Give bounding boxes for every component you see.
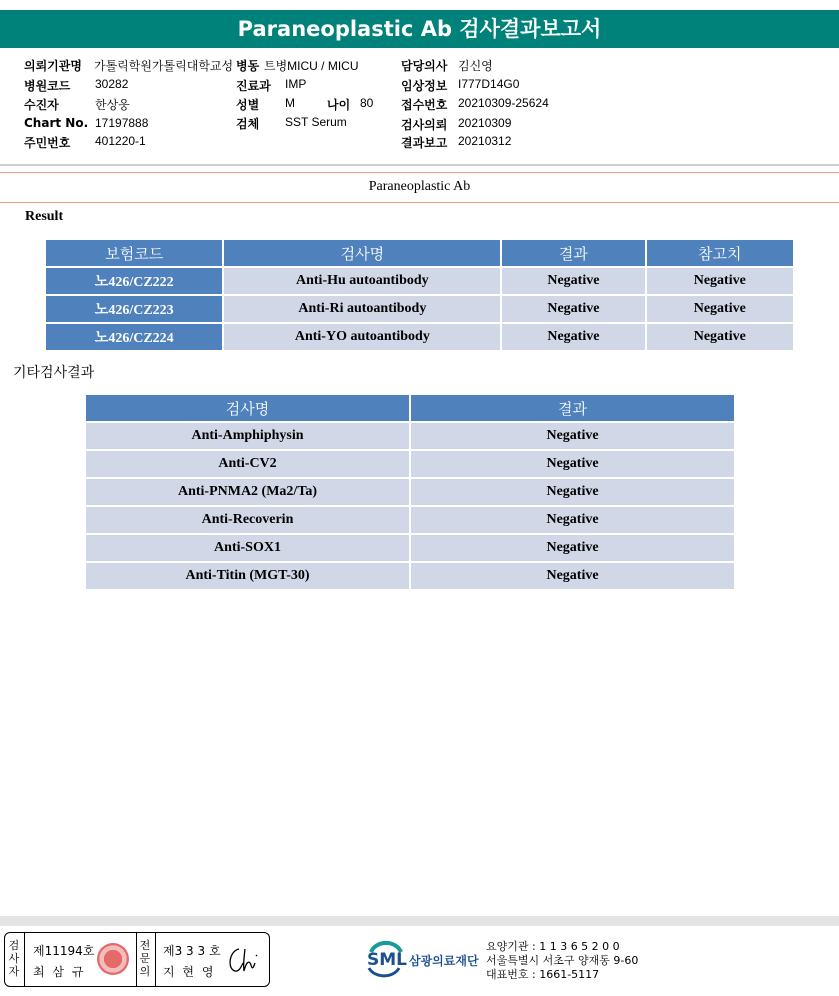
logo-name: 삼광의료재단	[409, 954, 479, 968]
doctor-value: 김신영	[458, 59, 493, 73]
clinical-info-value: I777D14G0	[458, 77, 520, 91]
org-line: 대표번호 : 1661-5117	[486, 968, 600, 981]
result-value: Negative	[411, 451, 734, 477]
specialist-number: 제3 3 3 호	[163, 944, 221, 958]
specialist-name: 지 현 영	[163, 965, 216, 979]
request-date-value: 20210309	[458, 116, 512, 130]
signature-icon	[225, 945, 261, 975]
header-reference: 참고치	[647, 240, 793, 266]
test-name: Anti-Ri autoantibody	[224, 296, 500, 322]
report-date-value: 20210312	[458, 134, 512, 148]
test-name: Anti-YO autoantibody	[224, 324, 500, 350]
other-tests-label: 기타검사결과	[13, 365, 95, 381]
logo-text: SML	[367, 950, 407, 970]
main-results-table	[44, 238, 795, 352]
insurance-code: 노426/CZ224	[46, 324, 222, 350]
hospital-code-label: 병원코드	[24, 79, 71, 93]
test-name: Anti-CV2	[86, 451, 409, 477]
table-row	[86, 479, 734, 505]
test-name: Anti-Titin (MGT-30)	[86, 563, 409, 589]
institution-value: 가톨릭학원가톨릭대학교성	[94, 59, 234, 73]
department-value: IMP	[285, 77, 307, 91]
result-value: Negative	[411, 479, 734, 505]
section-title: Paraneoplastic Ab	[368, 179, 471, 194]
hospital-code-value: 30282	[95, 77, 129, 91]
sex-value: M	[285, 96, 295, 110]
result-value: Negative	[502, 324, 644, 350]
header-test-name: 검사명	[224, 240, 500, 266]
id-no-label: 주민번호	[24, 136, 71, 150]
result-label: Result	[25, 209, 64, 224]
report-date-label: 결과보고	[401, 136, 448, 150]
patient-value: 한상웅	[95, 98, 130, 112]
test-name: Anti-Amphiphysin	[86, 423, 409, 449]
doctor-label: 담당의사	[401, 59, 448, 73]
header-result: 결과	[411, 395, 734, 421]
org-line: 요양기관 : 1 1 3 6 5 2 0 0	[486, 940, 620, 953]
test-name: Anti-Recoverin	[86, 507, 409, 533]
specimen-value: SST Serum	[285, 115, 347, 129]
divider	[155, 933, 156, 986]
result-value: Negative	[411, 423, 734, 449]
result-value: Negative	[411, 563, 734, 589]
age-value: 80	[360, 96, 374, 110]
sex-label: 성별	[236, 98, 260, 112]
divider	[24, 933, 25, 986]
header-test-name: 검사명	[86, 395, 409, 421]
specialist-label: 전문의	[139, 939, 151, 978]
organization-info	[486, 940, 638, 982]
divider	[0, 164, 839, 166]
table-header-row	[46, 240, 793, 266]
reference-value: Negative	[647, 268, 793, 294]
patient-label: 수진자	[24, 98, 59, 112]
result-value: Negative	[502, 268, 644, 294]
examiner-label: 검사자	[8, 939, 20, 978]
result-value: Negative	[411, 507, 734, 533]
clinical-info-label: 임상정보	[401, 79, 448, 93]
age-label: 나이	[327, 98, 351, 112]
ward-value: 트병MICU / MICU	[264, 59, 359, 73]
other-results-table	[84, 393, 736, 591]
receipt-no-label: 접수번호	[401, 98, 448, 112]
divider	[136, 933, 137, 986]
ward-label: 병동	[236, 59, 260, 73]
result-value: Negative	[411, 535, 734, 561]
test-name: Anti-PNMA2 (Ma2/Ta)	[86, 479, 409, 505]
department-label: 진료과	[236, 79, 271, 93]
examiner-number: 제11194호	[33, 944, 95, 958]
divider	[0, 172, 839, 173]
table-row	[86, 563, 734, 589]
request-date-label: 검사의뢰	[401, 118, 448, 132]
test-name: Anti-Hu autoantibody	[224, 268, 500, 294]
table-row	[46, 324, 793, 350]
table-row	[86, 507, 734, 533]
seal-stamp-icon	[97, 943, 129, 975]
divider	[0, 202, 839, 203]
signature-box	[4, 932, 270, 987]
institution-label: 의뢰기관명	[24, 59, 82, 73]
table-header-row	[86, 395, 734, 421]
report-title: Paraneoplastic Ab 검사결과보고서	[0, 10, 839, 48]
table-row	[86, 423, 734, 449]
table-row	[46, 296, 793, 322]
receipt-no-value: 20210309-25624	[458, 96, 549, 110]
info-block	[0, 0, 839, 160]
result-value: Negative	[502, 296, 644, 322]
insurance-code: 노426/CZ222	[46, 268, 222, 294]
header-insurance-code: 보험코드	[46, 240, 222, 266]
org-line: 서울특별시 서초구 양재동 9-60	[486, 954, 639, 967]
specimen-label: 검체	[236, 117, 260, 131]
chart-no-value: 17197888	[95, 116, 149, 130]
table-row	[86, 535, 734, 561]
table-row	[46, 268, 793, 294]
reference-value: Negative	[647, 324, 793, 350]
reference-value: Negative	[647, 296, 793, 322]
header-result: 결과	[502, 240, 644, 266]
table-row	[86, 451, 734, 477]
examiner-name: 최 삼 규	[33, 965, 86, 979]
footer-band	[0, 916, 839, 926]
chart-no-label: Chart No.	[24, 116, 89, 130]
id-no-value: 401220-1	[95, 134, 146, 148]
test-name: Anti-SOX1	[86, 535, 409, 561]
insurance-code: 노426/CZ223	[46, 296, 222, 322]
